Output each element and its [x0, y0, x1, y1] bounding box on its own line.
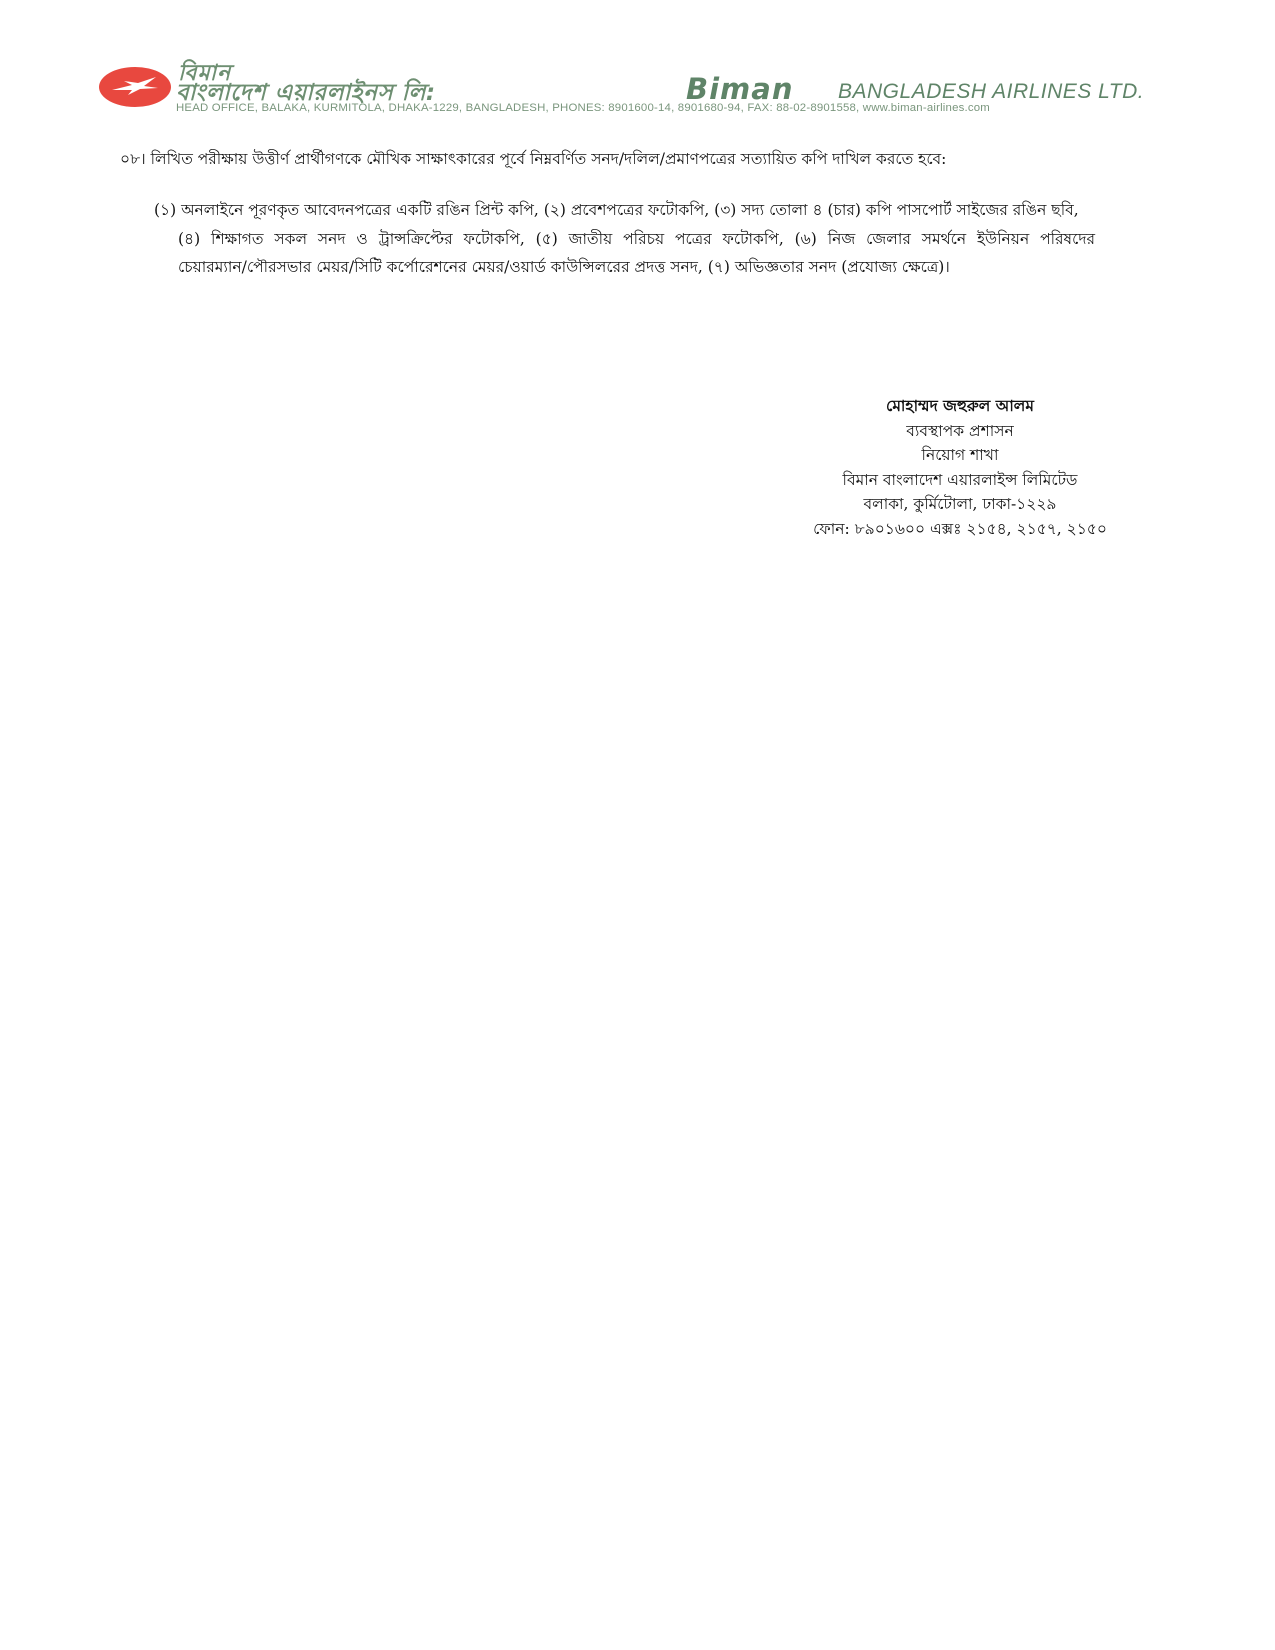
letterhead	[98, 62, 1188, 118]
requirement-line-3: চেয়ারম্যান/পৌরসভার মেয়র/সিটি কর্পোরেশনের মেয়র/ওয়ার্ড কাউন্সিলরের প্রদত্ত সনদ, (৭) অভিজ্ঞতার সনদ (প্রযোজ্য ক্ষেত্রে)।	[178, 258, 950, 276]
requirement-line-1: (১) অনলাইনে পূরণকৃত আবেদনপত্রের একটি রঙিন প্রিন্ট কপি, (২) প্রবেশপত্রের ফটোকপি, (৩) সদ্য তোলা ৪ (চার) কপি পাসপোর্ট সাইজের রঙিন ছবি,	[154, 201, 1079, 219]
signatory-organization: বিমান বাংলাদেশ এয়ারলাইন্স লিমিটেড	[842, 470, 1078, 489]
biman-logo	[98, 66, 172, 108]
item-08-heading: ০৮। লিখিত পরীক্ষায় উত্তীর্ণ প্রার্থীগণকে মৌখিক সাক্ষাৎকারের পূর্বে নিম্নবর্ণিত সনদ/দলিল/প্রমাণপত্রের সত্যায়িত কপি দাখিল করতে হবে:	[120, 150, 947, 168]
requirement-line-2: (৪) শিক্ষাগত সকল সনদ ও ট্রান্সক্রিপ্টের ফটোকপি, (৫) জাতীয় পরিচয় পত্রের ফটোকপি, (৬) নিজ জেলার সমর্থনে ইউনিয়ন পরিষদের	[178, 229, 1095, 248]
signatory-address: বলাকা, কুর্মিটোলা, ঢাকা-১২২৯	[863, 495, 1057, 513]
brand-subname: BANGLADESH AIRLINES LTD.	[838, 80, 1145, 103]
signatory-designation: ব্যবস্থাপক প্রশাসন	[906, 421, 1014, 440]
bangla-name-top: বিমান	[178, 61, 232, 86]
head-office-address: HEAD OFFICE, BALAKA, KURMITOLA, DHAKA-1229, BANGLADESH, PHONES: 8901600-14, 8901680-94, FAX: 88-02-8901558, www.biman-airlines.com	[176, 102, 990, 114]
brand-name: Biman	[686, 72, 794, 106]
signatory-section: নিয়োগ শাখা	[921, 446, 999, 464]
bangla-company-name: বাংলাদেশ এয়ারলাইনস লি:	[176, 80, 436, 106]
item-08-requirements	[154, 196, 1095, 282]
signature-block	[790, 394, 1130, 541]
biman-logo-icon	[98, 66, 172, 108]
signatory-name: মোহাম্মদ জহুরুল আলম	[886, 396, 1034, 415]
signatory-phone: ফোন: ৮৯০১৬০০ এক্সঃ ২১৫৪, ২১৫৭, ২১৫০	[813, 519, 1107, 538]
